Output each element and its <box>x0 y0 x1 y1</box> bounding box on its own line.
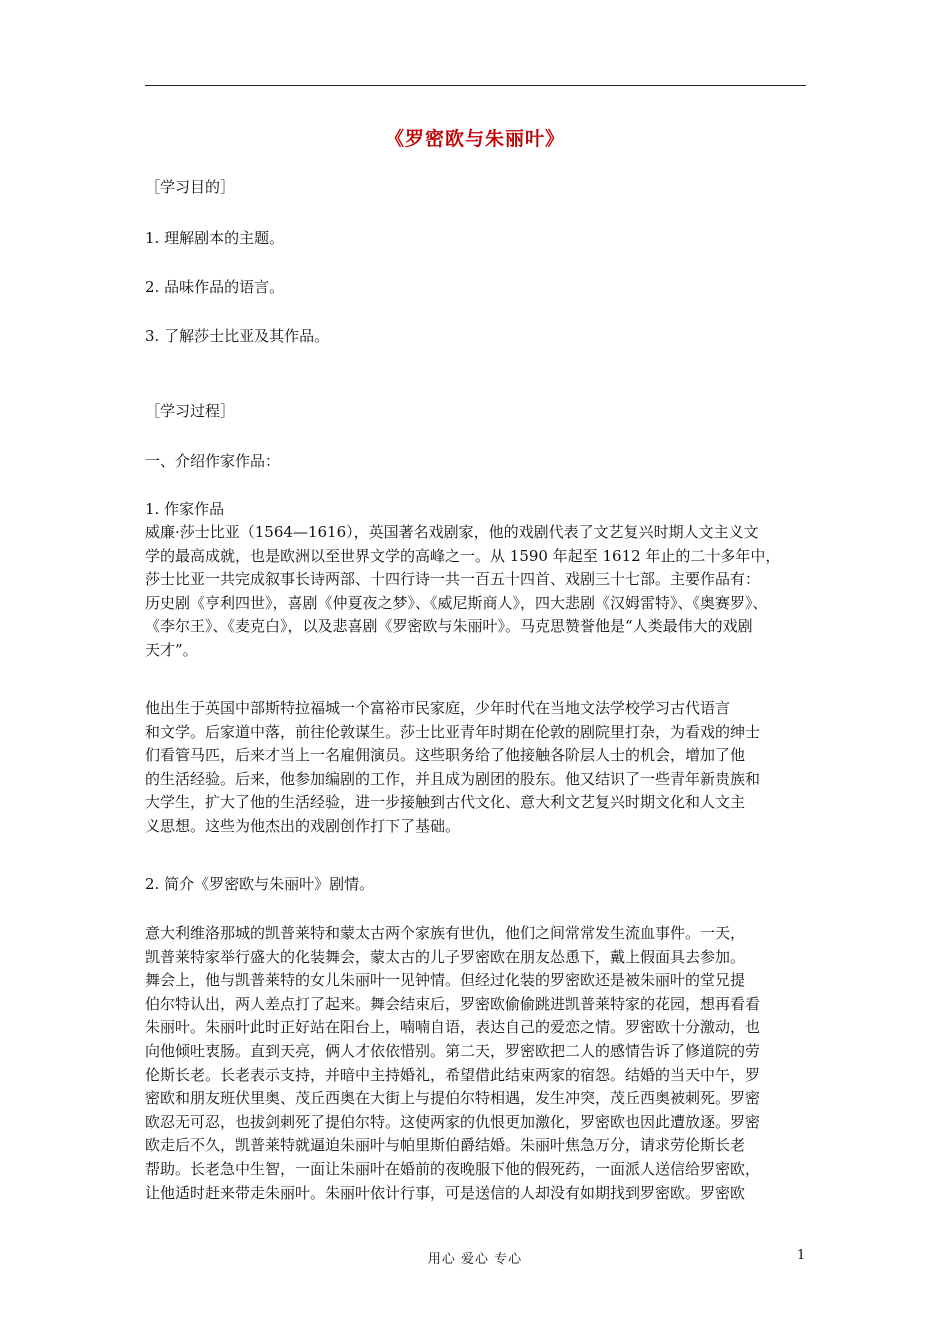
paragraph-line: 义思想。这些为他杰出的戏剧创作打下了基础。 <box>145 816 461 835</box>
paragraph-line: 帮助。长老急中生智，一面让朱丽叶在婚前的夜晚服下他的假死药，一面派人送信给罗密欧， <box>145 1159 761 1178</box>
paragraph-line: 伦斯长老。长老表示支持，并暗中主持婚礼，希望借此结束两家的宿怨。结婚的当天中午，罗 <box>145 1065 761 1084</box>
paragraph-line: 们看管马匹，后来才当上一名雇佣演员。这些职务给了他接触各阶层人士的机会，增加了他 <box>145 746 746 765</box>
paragraph-line: 天才”。 <box>145 640 198 659</box>
goal-item-2: 2. 品味作品的语言。 <box>145 278 285 296</box>
paragraph-line: 凯普莱特家举行盛大的化装舞会，蒙太古的儿子罗密欧在朋友怂恿下，戴上假面具去参加。 <box>145 947 746 966</box>
goal-item-3: 3. 了解莎士比亚及其作品。 <box>145 327 330 345</box>
paragraph-line: 《李尔王》、《麦克白》，以及悲喜剧《罗密欧与朱丽叶》。马克思赞誉他是“人类最伟大的戏剧 <box>145 617 753 636</box>
paragraph-line: 密欧和朋友班伏里奥、茂丘西奥在大街上与提伯尔特相遇，发生冲突，茂丘西奥被刺死。罗密 <box>145 1089 761 1108</box>
paragraph-line: 向他倾吐衷肠。直到天亮，俩人才依依惜别。第二天，罗密欧把二人的感情告诉了修道院的劳 <box>145 1041 761 1060</box>
plot-paragraph <box>145 922 810 1205</box>
paragraph-line: 欧走后不久，凯普莱特就逼迫朱丽叶与帕里斯伯爵结婚。朱丽叶焦急万分，请求劳伦斯长老 <box>145 1136 746 1155</box>
page-number: 1 <box>797 1248 806 1263</box>
page-title: 《罗密欧与朱丽叶》 <box>384 128 565 150</box>
footer-motto: 用心 爱心 专心 <box>427 1252 523 1267</box>
header-rule <box>145 85 806 86</box>
paragraph-line: 让他适时赶来带走朱丽叶。朱丽叶依计行事，可是送信的人却没有如期找到罗密欧。罗密欧 <box>145 1183 746 1202</box>
paragraph-line: 舞会上，他与凯普莱特的女儿朱丽叶一见钟情。但经过化装的罗密欧还是被朱丽叶的堂兄提 <box>145 971 746 990</box>
paragraph-line: 他出生于英国中部斯特拉福城一个富裕市民家庭，少年时代在当地文法学校学习古代语言 <box>145 699 731 717</box>
paragraph-line: 欧忍无可忍，也拔剑刺死了提伯尔特。这使两家的仇恨更加激化，罗密欧也因此遭放逐。罗密 <box>145 1112 761 1131</box>
paragraph-line: 意大利维洛那城的凯普莱特和蒙太古两个家族有世仇，他们之间常常发生流血事件。一天， <box>145 924 746 942</box>
paragraph-line: 历史剧《亨利四世》，喜剧《仲夏夜之梦》、《威尼斯商人》，四大悲剧《汉姆雷特》、《奥赛罗》、 <box>145 593 768 612</box>
sub1-heading: 1. 作家作品 <box>145 500 225 518</box>
paragraph-line: 大学生，扩大了他的生活经验，进一步接触到古代文化、意大利文艺复兴时期文化和人文主 <box>145 793 746 812</box>
paragraph-line: 的生活经验。后来，他参加编剧的工作，并且成为剧团的股东。他又结识了一些青年新贵族和 <box>145 769 761 788</box>
biography-paragraph <box>145 697 810 839</box>
paragraph-line: 伯尔特认出，两人差点打了起来。舞会结束后，罗密欧偷偷跳进凯普莱特家的花园，想再看看 <box>145 994 761 1013</box>
paragraph-line: 朱丽叶。朱丽叶此时正好站在阳台上，喃喃自语，表达自己的爱恋之情。罗密欧十分激动，也 <box>145 1018 761 1037</box>
process-heading: ［学习过程］ <box>145 402 236 420</box>
paragraph-line: 莎士比亚一共完成叙事长诗两部、十四行诗一共一百五十四首、戏剧三十七部。主要作品有： <box>145 570 761 589</box>
author-intro-paragraph <box>145 521 810 663</box>
part-one-heading: 一、介绍作家作品： <box>145 452 281 470</box>
paragraph-line: 威廉·莎士比亚（1564—1616），英国著名戏剧家，他的戏剧代表了文艺复兴时期人文主义文 <box>145 523 759 541</box>
sub2-heading: 2. 简介《罗密欧与朱丽叶》剧情。 <box>145 875 375 893</box>
paragraph-line: 学的最高成就，也是欧洲以至世界文学的高峰之一。从 1590 年起至 1612 年止的二十多年中， <box>145 546 781 565</box>
paragraph-line: 和文学。后家道中落，前往伦敦谋生。莎士比亚青年时期在伦敦的剧院里打杂，为看戏的绅士 <box>145 722 761 741</box>
goal-item-1: 1. 理解剧本的主题。 <box>145 229 285 247</box>
goals-heading: ［学习目的］ <box>145 178 236 196</box>
